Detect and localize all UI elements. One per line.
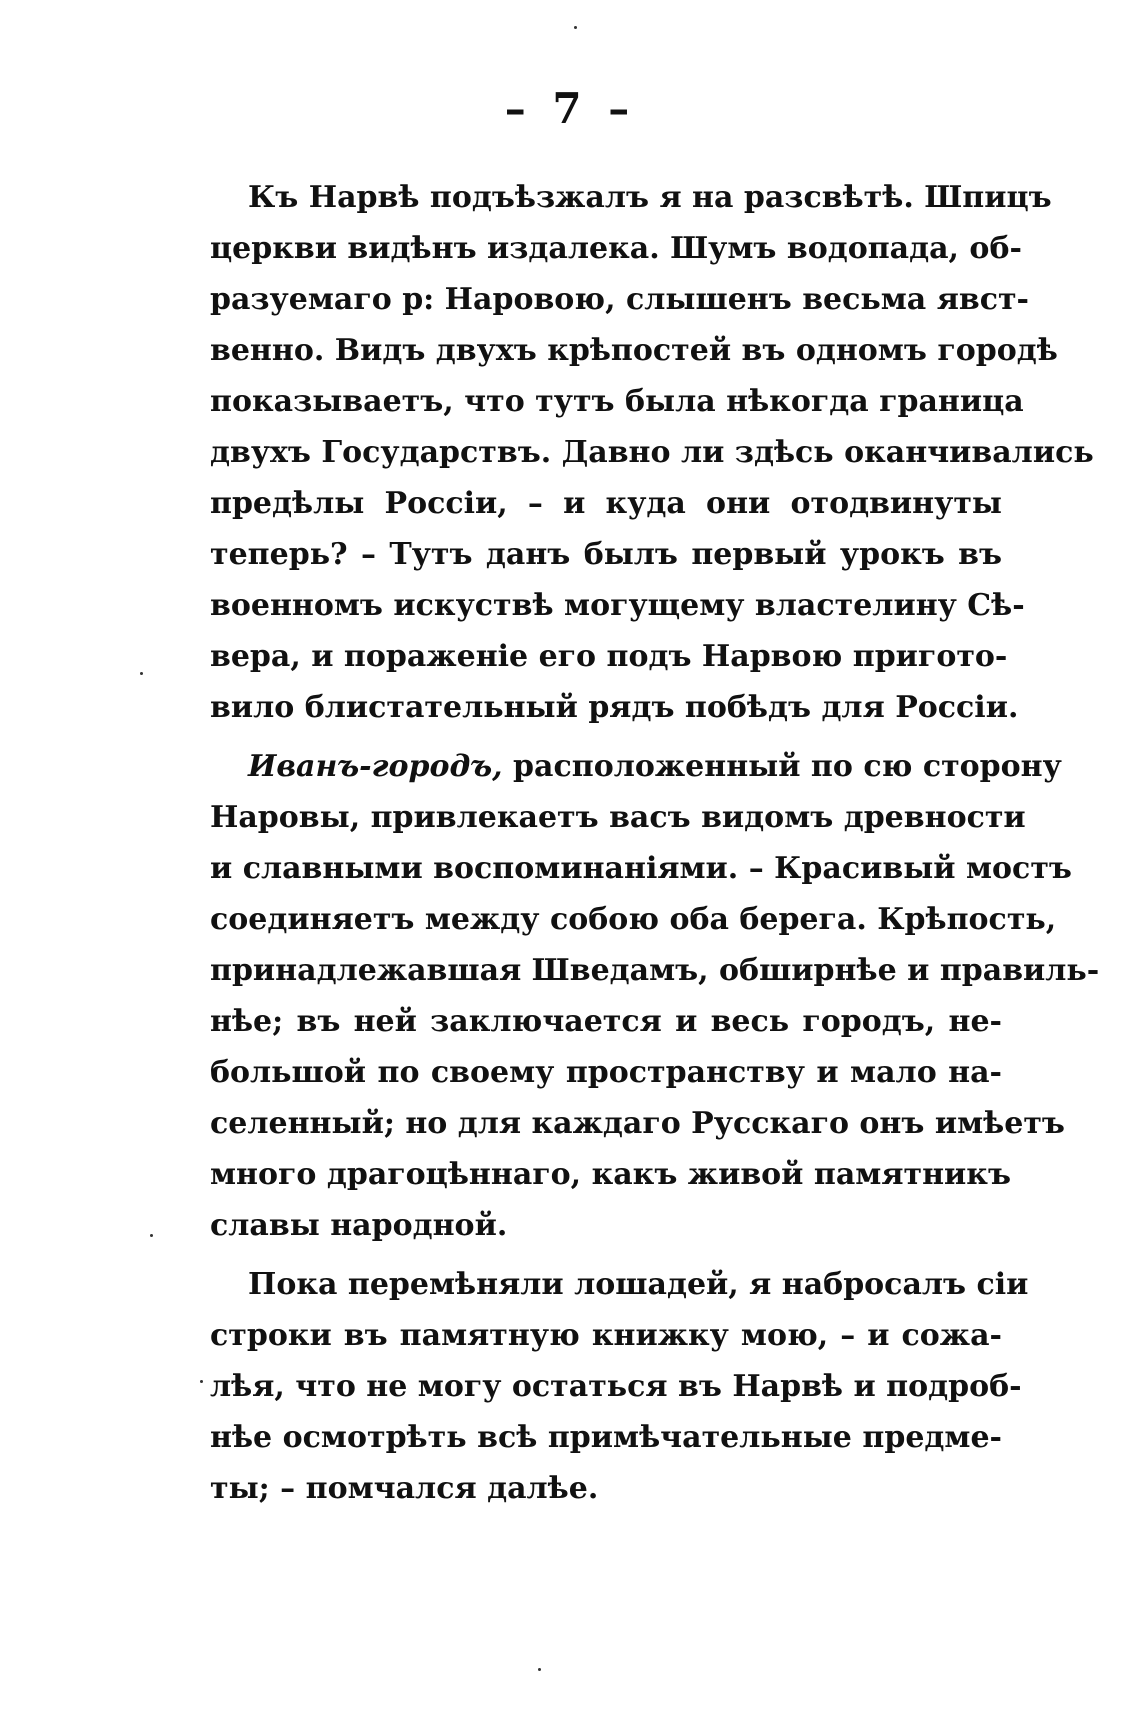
scan-speck [140, 672, 143, 675]
text-line: большой по своему пространству и мало на- [210, 1055, 1002, 1090]
text-line: лѣя, что не могу остаться въ Нарвѣ и подроб- [210, 1369, 1022, 1404]
scan-speck [200, 1380, 203, 1383]
text-line: и славными воспоминаніями. – Красивый мостъ [210, 851, 1072, 886]
page-number: – 7 – [504, 84, 636, 133]
text-line: Наровы, привлекаетъ васъ видомъ древности [210, 800, 1026, 835]
paragraph-2 [210, 741, 1100, 1251]
text-line: теперь? – Тутъ данъ былъ первый урокъ въ [210, 537, 1002, 572]
text-line: нѣе осмотрѣть всѣ примѣчательные предме- [210, 1420, 1002, 1455]
text-line: соединяетъ между собою оба берега. Крѣпость, [210, 902, 1057, 937]
text-line-rest: расположенный по сю сторону [502, 749, 1062, 784]
text-line: славы народной. [210, 1208, 508, 1243]
text-line: предѣлы Россіи, – и куда они отодвинуты [210, 486, 1002, 521]
italic-place-name: Иванъ-городъ, [248, 749, 503, 784]
text-line: разуемаго р: Наровою, слышенъ весьма явст- [210, 282, 1030, 317]
text-line: нѣе; въ ней заключается и весь городъ, не- [210, 1004, 1002, 1039]
text-line: показываетъ, что тутъ была нѣкогда граница [210, 384, 1024, 419]
text-line: вило блистательный рядъ побѣдъ для Россіи. [210, 690, 1019, 725]
text-line: венно. Видъ двухъ крѣпостей въ одномъ городѣ [210, 333, 1058, 368]
text-line: церкви видѣнъ издалека. Шумъ водопада, об- [210, 231, 1022, 266]
text-line: военномъ искуствѣ могущему властелину Сѣ- [210, 588, 1025, 623]
text-line: селенный; но для каждаго Русскаго онъ имѣетъ [210, 1106, 1065, 1141]
body-text [210, 172, 1100, 1514]
scan-speck [538, 1668, 541, 1671]
text-line: принадлежавшая Шведамъ, обширнѣе и правиль- [210, 953, 1100, 988]
text-line: Пока перемѣняли лошадей, я набросалъ сіи [248, 1267, 1029, 1302]
text-line: Къ Нарвѣ подъѣзжалъ я на разсвѣтѣ. Шпицъ [248, 180, 1052, 215]
scan-speck [574, 26, 577, 29]
text-line [210, 741, 1062, 792]
paragraph-1 [210, 172, 1094, 733]
scan-speck [150, 1234, 153, 1237]
text-line: строки въ памятную книжку мою, – и сожа- [210, 1318, 1002, 1353]
paragraph-3 [210, 1259, 1029, 1514]
text-line: много драгоцѣннаго, какъ живой памятникъ [210, 1157, 1011, 1192]
text-line: ты; – помчался далѣе. [210, 1471, 599, 1506]
text-line: двухъ Государствъ. Давно ли здѣсь оканчивались [210, 435, 1094, 470]
text-line: вера, и пораженіе его подъ Нарвою пригото- [210, 639, 1008, 674]
